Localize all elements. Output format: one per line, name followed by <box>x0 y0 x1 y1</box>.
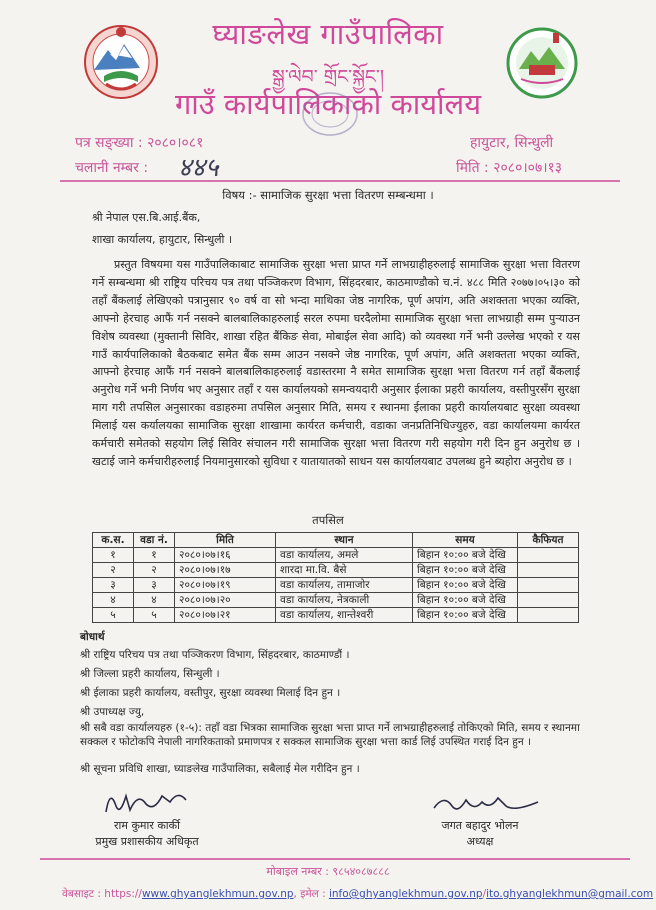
website-label: वेबसाइट : https:// <box>62 888 142 900</box>
miti-value: २०८०।०७।१३ <box>493 160 563 176</box>
table-cell: बिहान १०:०० बजे देखि <box>413 608 518 623</box>
header-divider <box>60 180 620 182</box>
cc-item: श्री सबै वडा कार्यालयहरु (१-५): तहाँ वडा भित्रका सामाजिक सुरक्षा भत्ता प्राप्त गर्ने लाभग्राहीहरुलाई तोकिएको मिति, समय र स्थानमा सक्कल र फोटोकपि नेपाली नागरिकताको प्रमाणपत्र र सक्कल सामाजिक सुरक्षा भत्ता कार्ड लिई उपस्थित गराई दिन हुन । <box>80 722 580 748</box>
table-row <box>93 578 579 593</box>
miti <box>456 158 562 177</box>
footer-mobile: मोबाइल नम्बर : ९८५४०८७८८८ <box>266 865 390 878</box>
col-header: वडा नं. <box>134 533 175 548</box>
left-signature <box>100 782 190 820</box>
table-cell: वडा कार्यालय, अमले <box>276 548 413 563</box>
table-cell: ३ <box>93 578 134 593</box>
cc-item: श्री सूचना प्रविधि शाखा, घ्याङलेख गाउँपालिका, सबैलाई मेल गरीदिन हुन । <box>80 763 360 775</box>
table-cell: १ <box>134 548 175 563</box>
footer-contact <box>62 887 653 901</box>
miti-label: मिति : <box>456 160 489 176</box>
right-signature <box>430 790 540 820</box>
left-signatory-name: राम कुमार कार्की <box>114 819 180 832</box>
table-cell: बिहान १०:०० बजे देखि <box>413 548 518 563</box>
table-cell: २०८०।०७।२१ <box>175 608 276 623</box>
chalani-label: चलानी नम्बर : <box>75 160 149 176</box>
right-signatory-name: जगत बहादुर भोलन <box>441 819 519 832</box>
addressee-line-1: श्री नेपाल एस.बि.आई.बैंक, <box>92 211 201 224</box>
table-cell: २ <box>134 563 175 578</box>
table-cell <box>518 578 579 593</box>
table-cell: २ <box>93 563 134 578</box>
cc-item: श्री ईलाका प्रहरी कार्यालय, वस्तीपुर, सुरक्षा व्यवस्था मिलाई दिन हुन । <box>80 687 341 699</box>
municipality-title: घ्याङलेख गाउँपालिका <box>212 17 444 51</box>
cc-heading: बोधार्थ <box>80 631 105 643</box>
table-cell: २०८०।०७।१७ <box>175 563 276 578</box>
right-signatory-title: अध्यक्ष <box>466 835 494 848</box>
body-text: प्रस्तुत विषयमा यस गाउँपालिकाबाट सामाजिक सुरक्षा भत्ता प्राप्त गर्ने लाभग्राहीहरुलाई सामाजिक सुरक्षा भत्ता वितरण गर्ने सम्बन्धमा श्री राष्ट्रिय परिचय पत्र तथा पञ्जिकरण विभाग, सिंहदरबार, काठमाण्डौको च.नं. ४८८ मिति २०७७।०५।३० को तहाँ बैंकलाई लेखिएको पत्रानुसार ९० वर्ष वा सो भन्दा माथिका जेष्ठ नागरिक, पूर्ण अपांग, अति अशक्तता भएका व्यक्ति, आफ्नो हेरचाह आफैं गर्न नसक्ने बालबालिकाहरुलाई सरल रुपमा घरदैलोमा सामाजिक सुरक्षा भत्ता लाभग्राही सम्म पुऱ्याउन विशेष व्यवस्था (मुक्तानी सिविर, शाखा रहित बैंकिङ सेवा, मोबाईल सेवा आदि) को व्यवस्था गर्ने भनी उल्लेख भएको र यस गाउँ कार्यपालिकाको बैठकबाट समेत बैंक सम्म आउन नसक्ने जेष्ठ नागरिक, पूर्ण अपांग, अति अशक्तता भएका व्यक्ति, आफ्नो हेरचाह आफैं गर्न नसक्ने बालबालिकाहरुलाई वडास्तरमा नै समेत सामाजिक सुरक्षा भत्ता वितरण गर्न तहाँ बैंकलाई अनुरोध गर्ने भनी निर्णय भए अनुसार तहाँ र यस कार्यालयको समन्वयदारी अनुसार ईलाका प्रहरी कार्यालय, वस्तीपुरसँग सुरक्षा माग गरी तपसिल अनुसारका वडाहरुमा तपसिल अनुसार मिति, समय र स्थानमा ईलाका प्रहरी कार्यालयबाट सुरक्षा व्यवस्था मिलाई यस कर्यालयका सामाजिक सुरक्षा शाखामा कार्यरत कर्मचारी, वडाका जनप्रतिनिधिज्युहरु, वडा कार्यालयमा कार्यरत कर्मचारी समेतको सहयोग लिई सिविर संचालन गरी सामाजिक सुरक्षा भत्ता वितरण गरी सहयोग गरी दिन हुन अनुरोध छ । खटाई जाने कर्मचारीहरुलाई नियमानुसारको सुविधा र यातायातको साधन यस कार्यालयबाट उपलब्ध हुने ब्यहोरा अनुरोध छ । <box>92 258 580 468</box>
col-header: कैफियत <box>518 533 579 548</box>
col-header: समय <box>413 533 518 548</box>
body-paragraph <box>92 256 580 471</box>
schedule-table <box>92 532 579 623</box>
table-cell: २०८०।०७।१९ <box>175 578 276 593</box>
table-cell: ४ <box>134 593 175 608</box>
table-cell: बिहान १०:०० बजे देखि <box>413 563 518 578</box>
table-cell: २०८०।०७।२० <box>175 593 276 608</box>
table-row <box>93 608 579 623</box>
table-cell: बिहान १०:०० बजे देखि <box>413 578 518 593</box>
table-cell <box>518 593 579 608</box>
col-header: मिति <box>175 533 276 548</box>
table-cell: शारदा मा.वि. बैसे <box>276 563 413 578</box>
office-title: गाउँ कार्यपालिकाको कार्यालय <box>174 87 482 121</box>
patra-label: पत्र सङ्ख्या : <box>75 135 143 151</box>
table-cell: १ <box>93 548 134 563</box>
footer-divider <box>40 858 630 860</box>
chalani-value-handwritten: ४४५ <box>178 153 219 183</box>
table-row <box>93 593 579 608</box>
table-cell <box>518 608 579 623</box>
location: हायुटार, सिन्धुली <box>470 135 554 151</box>
table-row <box>93 548 579 563</box>
email-label: , इमेल : <box>293 888 326 900</box>
table-row <box>93 563 579 578</box>
subject-line: विषय :- सामाजिक सुरक्षा भत्ता वितरण सम्बन्धमा । <box>222 188 434 202</box>
table-header-row <box>93 533 579 548</box>
table-cell <box>518 548 579 563</box>
left-signatory-title: प्रमुख प्रशासकीय अधिकृत <box>95 835 199 848</box>
office-seal-stamp <box>300 90 360 138</box>
email-link-2[interactable]: ito.ghyanglekhmun@gmail.com <box>486 888 654 900</box>
col-header: क.स. <box>93 533 134 548</box>
table-cell: वडा कार्यालय, नेत्रकाली <box>276 593 413 608</box>
website-link[interactable]: www.ghyanglekhmun.gov.np <box>141 888 294 900</box>
table-cell: २०८०।०७।१६ <box>175 548 276 563</box>
table-cell: बिहान १०:०० बजे देखि <box>413 593 518 608</box>
email-link-1[interactable]: info@ghyanglekhmun.gov.np <box>328 888 483 900</box>
email-separator: / <box>482 888 487 900</box>
table-cell: वडा कार्यालय, शान्तेश्वरी <box>276 608 413 623</box>
cc-item: श्री राष्ट्रिय परिचय पत्र तथा पञ्जिकरण विभाग, सिंहदरबार, काठमाण्डौं । <box>80 649 350 661</box>
table-cell <box>518 563 579 578</box>
addressee-line-2: शाखा कार्यालय, हायुटार, सिन्धुली । <box>92 233 233 246</box>
table-cell: वडा कार्यालय, तामाजोर <box>276 578 413 593</box>
cc-item: श्री उपाध्यक्ष ज्यु, <box>80 706 145 718</box>
municipality-logo <box>503 25 581 105</box>
table-cell: ३ <box>134 578 175 593</box>
tibetan-title: སྒྱ་ལེབ་ གྲོང་སྐྱོང་། <box>271 66 385 88</box>
patra-value: २०८०।०८१ <box>147 135 204 151</box>
col-header: स्थान <box>276 533 413 548</box>
table-title: तपसिल <box>312 513 344 527</box>
table-cell: ५ <box>134 608 175 623</box>
table-cell: ५ <box>93 608 134 623</box>
cc-item: श्री जिल्ला प्रहरी कार्यालय, सिन्धुली । <box>80 668 220 680</box>
table-cell: ४ <box>93 593 134 608</box>
